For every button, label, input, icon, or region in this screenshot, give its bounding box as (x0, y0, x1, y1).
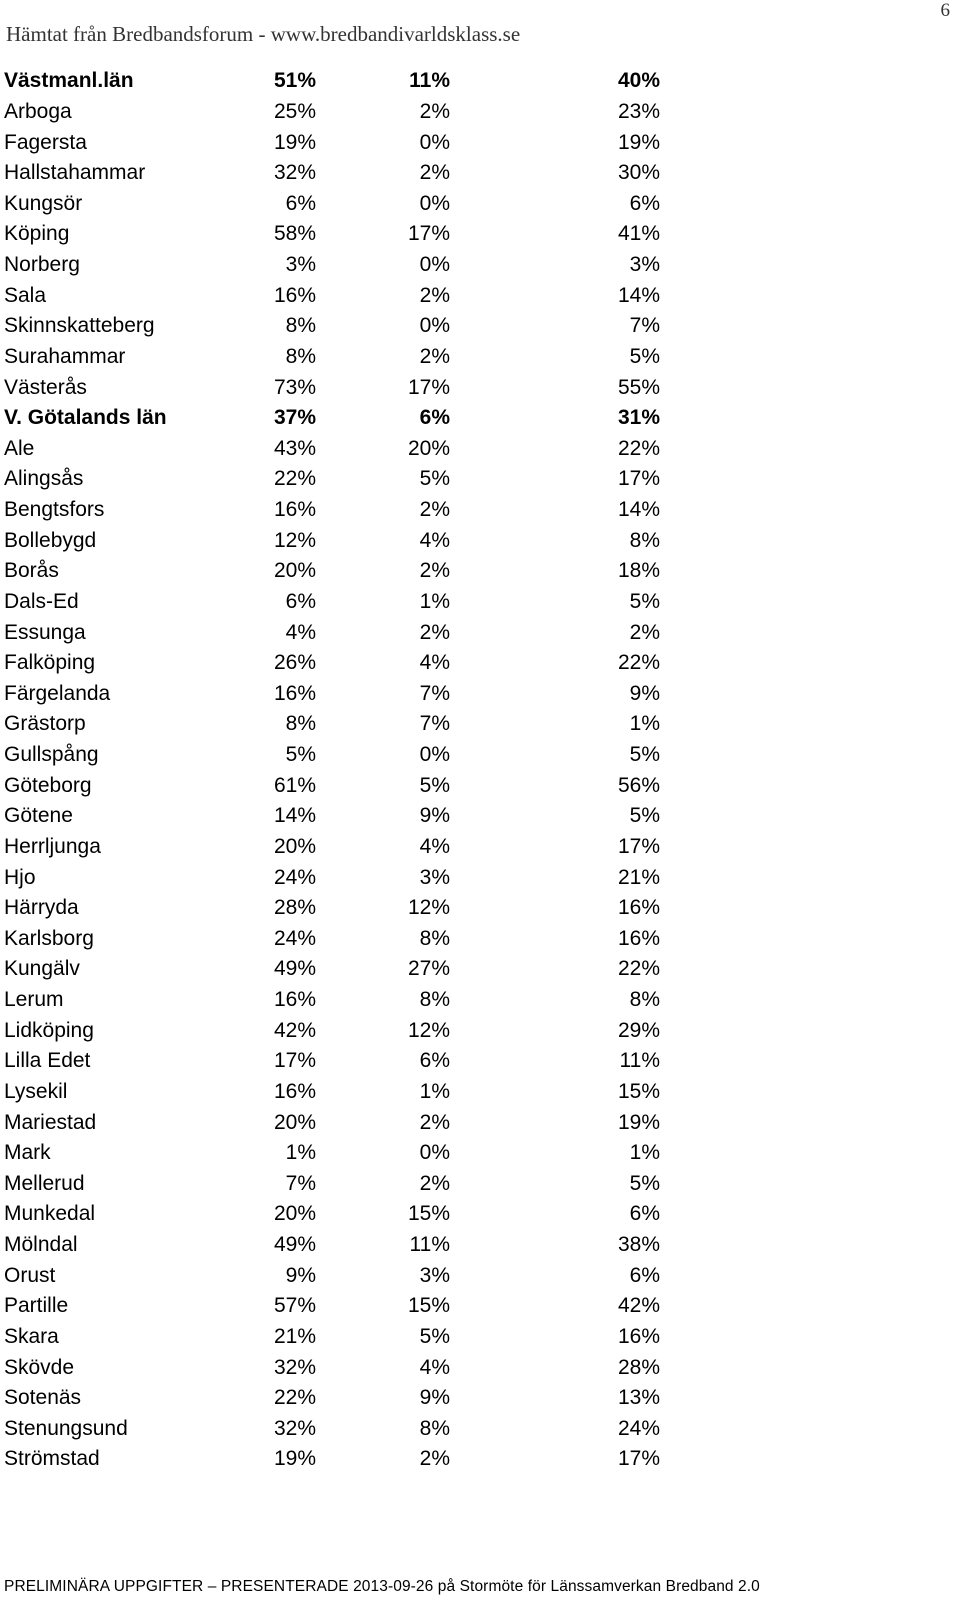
value-col-2: 2% (419, 161, 450, 185)
value-col-2: 4% (419, 528, 450, 552)
value-col-1: 16% (273, 1079, 316, 1103)
value-col-1: 12% (273, 528, 316, 552)
value-col-3: 55% (617, 375, 660, 399)
municipality-name: Herrljunga (4, 834, 101, 858)
municipality-name: Dals-Ed (4, 589, 79, 613)
table-row (4, 1077, 660, 1108)
table-row (4, 311, 660, 342)
municipality-name: Köping (4, 222, 70, 246)
municipality-name: Borås (4, 559, 59, 583)
table-row (4, 740, 660, 771)
municipality-name: Essunga (4, 620, 86, 644)
value-col-2: 5% (419, 773, 450, 797)
value-col-1: 16% (273, 681, 316, 705)
value-col-2: 17% (407, 222, 450, 246)
value-col-1: 22% (273, 467, 316, 491)
value-col-1: 20% (273, 559, 316, 583)
municipality-name: Surahammar (4, 344, 126, 368)
value-col-2: 6% (419, 1049, 450, 1073)
value-col-1: 51% (273, 69, 316, 93)
value-col-1: 4% (285, 620, 316, 644)
footer-note: PRELIMINÄRA UPPGIFTER – PRESENTERADE 2013-09-26 på Stormöte för Länssamverkan Bredband 2.0 (4, 1578, 760, 1595)
value-col-2: 9% (419, 804, 450, 828)
municipality-name: Arboga (4, 99, 72, 123)
value-col-2: 7% (419, 712, 450, 736)
table-row (4, 954, 660, 985)
value-col-2: 4% (419, 651, 450, 675)
municipality-name: Mölndal (4, 1233, 78, 1257)
table-row (4, 1260, 660, 1291)
table-row (4, 709, 660, 740)
value-col-3: 5% (629, 743, 660, 767)
value-col-1: 6% (285, 191, 316, 215)
value-col-1: 19% (273, 130, 316, 154)
municipality-name: Skinnskatteberg (4, 314, 155, 338)
value-col-3: 38% (617, 1233, 660, 1257)
table-row (4, 372, 660, 403)
value-col-2: 2% (419, 620, 450, 644)
value-col-1: 22% (273, 1386, 316, 1410)
value-col-3: 9% (629, 681, 660, 705)
value-col-1: 20% (273, 1202, 316, 1226)
table-row (4, 280, 660, 311)
municipality-name: Västerås (4, 375, 87, 399)
value-col-3: 17% (617, 1447, 660, 1471)
value-col-1: 9% (285, 1263, 316, 1287)
value-col-2: 5% (419, 467, 450, 491)
table-row (4, 1352, 660, 1383)
value-col-1: 25% (273, 99, 316, 123)
municipality-name: Mariestad (4, 1110, 97, 1134)
value-col-3: 17% (617, 467, 660, 491)
table-row (4, 250, 660, 281)
municipality-name: Sala (4, 283, 47, 307)
value-col-3: 5% (629, 804, 660, 828)
municipality-name: Västmanl.län (4, 69, 134, 93)
value-col-2: 17% (407, 375, 450, 399)
value-col-2: 8% (419, 1416, 450, 1440)
municipality-name: Bengtsfors (4, 498, 105, 522)
value-col-3: 1% (629, 712, 660, 736)
value-col-2: 1% (419, 1079, 450, 1103)
table-row (4, 1046, 660, 1077)
table-row (4, 1322, 660, 1353)
value-col-2: 0% (419, 130, 450, 154)
value-col-1: 24% (273, 926, 316, 950)
value-col-1: 57% (273, 1294, 316, 1318)
value-col-2: 2% (419, 283, 450, 307)
value-col-2: 8% (419, 988, 450, 1012)
value-col-2: 5% (419, 1324, 450, 1348)
value-col-3: 6% (629, 1263, 660, 1287)
value-col-3: 5% (629, 1171, 660, 1195)
value-col-2: 11% (409, 1233, 450, 1257)
municipality-name: Stenungsund (4, 1416, 128, 1440)
value-col-3: 24% (617, 1416, 660, 1440)
municipality-name: Härryda (4, 896, 79, 920)
value-col-2: 15% (407, 1202, 450, 1226)
value-col-2: 6% (419, 406, 450, 430)
municipality-name: Karlsborg (4, 926, 94, 950)
value-col-1: 32% (273, 1355, 316, 1379)
table-row (4, 219, 660, 250)
value-col-3: 8% (629, 528, 660, 552)
table-row (4, 1444, 660, 1475)
municipality-name: Munkedal (4, 1202, 96, 1226)
municipality-name: Strömstad (4, 1447, 100, 1471)
value-col-3: 15% (617, 1079, 660, 1103)
table-row (4, 1199, 660, 1230)
value-col-3: 22% (617, 436, 660, 460)
value-col-1: 16% (273, 283, 316, 307)
page-number: 6 (940, 0, 950, 21)
value-col-2: 2% (419, 99, 450, 123)
municipality-name: Mark (4, 1141, 51, 1165)
value-col-3: 17% (617, 834, 660, 858)
value-col-3: 21% (617, 865, 660, 889)
value-col-2: 12% (407, 896, 450, 920)
municipality-name: Götene (4, 804, 73, 828)
value-col-3: 1% (629, 1141, 660, 1165)
value-col-3: 19% (617, 130, 660, 154)
table-row (4, 924, 660, 955)
value-col-1: 20% (273, 1110, 316, 1134)
value-col-2: 2% (419, 1110, 450, 1134)
table-row (4, 1169, 660, 1200)
table-row (4, 985, 660, 1016)
value-col-3: 14% (617, 283, 660, 307)
table-row (4, 801, 660, 832)
municipality-name: Sotenäs (4, 1386, 82, 1410)
value-col-3: 6% (629, 1202, 660, 1226)
municipality-name: Mellerud (4, 1171, 85, 1195)
value-col-1: 58% (273, 222, 316, 246)
municipality-name: Skövde (4, 1355, 75, 1379)
table-row (4, 434, 660, 465)
value-col-1: 8% (285, 344, 316, 368)
municipality-name: Lysekil (4, 1079, 68, 1103)
value-col-3: 31% (617, 406, 660, 430)
municipality-name: Hjo (4, 865, 36, 889)
table-row (4, 679, 660, 710)
value-col-2: 12% (407, 1018, 450, 1042)
municipality-name: Lerum (4, 988, 64, 1012)
municipality-name: Gullspång (4, 743, 99, 767)
municipality-name: Lilla Edet (4, 1049, 91, 1073)
value-col-1: 32% (273, 1416, 316, 1440)
value-col-2: 7% (419, 681, 450, 705)
table-body (4, 66, 660, 1475)
value-col-2: 0% (419, 314, 450, 338)
table-row (4, 770, 660, 801)
municipality-name: Bollebygd (4, 528, 97, 552)
table-row (4, 1414, 660, 1445)
value-col-1: 16% (273, 498, 316, 522)
value-col-2: 1% (419, 589, 450, 613)
value-col-1: 24% (273, 865, 316, 889)
value-col-1: 26% (273, 651, 316, 675)
table-row (4, 862, 660, 893)
value-col-2: 2% (419, 344, 450, 368)
value-col-1: 32% (273, 161, 316, 185)
value-col-3: 16% (617, 1324, 660, 1348)
value-col-3: 6% (629, 191, 660, 215)
value-col-1: 42% (273, 1018, 316, 1042)
value-col-1: 17% (273, 1049, 316, 1073)
municipality-name: Partille (4, 1294, 69, 1318)
municipality-name: Orust (4, 1263, 56, 1287)
value-col-3: 22% (617, 651, 660, 675)
value-col-1: 8% (285, 712, 316, 736)
table-row (4, 617, 660, 648)
table-row (4, 1383, 660, 1414)
value-col-3: 42% (617, 1294, 660, 1318)
table-row (4, 587, 660, 618)
municipality-name: Färgelanda (4, 681, 111, 705)
value-col-3: 19% (617, 1110, 660, 1134)
table-row (4, 158, 660, 189)
municipality-name: Lidköping (4, 1018, 94, 1042)
value-col-2: 2% (419, 1171, 450, 1195)
table-row (4, 648, 660, 679)
value-col-2: 0% (419, 253, 450, 277)
value-col-1: 28% (273, 896, 316, 920)
value-col-2: 3% (419, 1263, 450, 1287)
value-col-2: 0% (419, 191, 450, 215)
value-col-2: 2% (419, 559, 450, 583)
value-col-3: 41% (617, 222, 660, 246)
value-col-3: 30% (617, 161, 660, 185)
table-row (4, 1015, 660, 1046)
municipality-name: Kungsör (4, 191, 83, 215)
value-col-1: 49% (273, 957, 316, 981)
municipality-name: Fagersta (4, 130, 87, 154)
value-col-3: 18% (617, 559, 660, 583)
value-col-2: 8% (419, 926, 450, 950)
table-row (4, 189, 660, 220)
value-col-1: 37% (273, 406, 316, 430)
value-col-1: 20% (273, 834, 316, 858)
table-row (4, 893, 660, 924)
municipality-name: Kungälv (4, 957, 80, 981)
value-col-3: 28% (617, 1355, 660, 1379)
value-col-1: 8% (285, 314, 316, 338)
value-col-1: 61% (273, 773, 316, 797)
value-col-2: 4% (419, 1355, 450, 1379)
municipality-name: Göteborg (4, 773, 92, 797)
value-col-1: 43% (273, 436, 316, 460)
value-col-3: 11% (619, 1049, 660, 1073)
value-col-2: 27% (407, 957, 450, 981)
value-col-3: 16% (617, 926, 660, 950)
table-row (4, 556, 660, 587)
value-col-2: 2% (419, 498, 450, 522)
value-col-2: 9% (419, 1386, 450, 1410)
value-col-3: 16% (617, 896, 660, 920)
value-col-2: 15% (407, 1294, 450, 1318)
value-col-1: 16% (273, 988, 316, 1012)
value-col-2: 2% (419, 1447, 450, 1471)
value-col-3: 5% (629, 344, 660, 368)
value-col-2: 11% (409, 69, 450, 93)
table-row (4, 127, 660, 158)
value-col-3: 40% (617, 69, 660, 93)
table-row (4, 342, 660, 373)
value-col-3: 2% (629, 620, 660, 644)
table-row (4, 495, 660, 526)
value-col-1: 5% (285, 743, 316, 767)
table-row (4, 464, 660, 495)
value-col-1: 49% (273, 1233, 316, 1257)
municipality-table (4, 66, 660, 1475)
municipality-name: Grästorp (4, 712, 86, 736)
municipality-name: Hallstahammar (4, 161, 146, 185)
value-col-1: 73% (273, 375, 316, 399)
municipality-name: Norberg (4, 253, 80, 277)
value-col-2: 20% (407, 436, 450, 460)
table-row (4, 1230, 660, 1261)
value-col-2: 0% (419, 743, 450, 767)
municipality-name: Alingsås (4, 467, 84, 491)
table-row (4, 525, 660, 556)
value-col-1: 6% (285, 589, 316, 613)
table-row (4, 97, 660, 128)
municipality-name: Skara (4, 1324, 59, 1348)
table-row (4, 1107, 660, 1138)
municipality-name: V. Götalands län (4, 406, 167, 430)
value-col-3: 13% (617, 1386, 660, 1410)
value-col-3: 14% (617, 498, 660, 522)
value-col-3: 5% (629, 589, 660, 613)
value-col-3: 22% (617, 957, 660, 981)
value-col-3: 29% (617, 1018, 660, 1042)
header-source-text: Hämtat från Bredbandsforum - www.bredbandivarldsklass.se (6, 22, 521, 46)
value-col-1: 21% (273, 1324, 316, 1348)
value-col-3: 56% (617, 773, 660, 797)
value-col-3: 7% (629, 314, 660, 338)
value-col-1: 3% (285, 253, 316, 277)
value-col-3: 23% (617, 99, 660, 123)
table-row (4, 832, 660, 863)
value-col-1: 19% (273, 1447, 316, 1471)
value-col-2: 3% (419, 865, 450, 889)
table-row (4, 1291, 660, 1322)
value-col-3: 3% (629, 253, 660, 277)
municipality-name: Falköping (4, 651, 96, 675)
value-col-1: 14% (273, 804, 316, 828)
table-row (4, 1138, 660, 1169)
county-row (4, 66, 660, 97)
value-col-1: 1% (285, 1141, 316, 1165)
value-col-2: 4% (419, 834, 450, 858)
value-col-2: 0% (419, 1141, 450, 1165)
value-col-1: 7% (285, 1171, 316, 1195)
municipality-name: Ale (4, 436, 35, 460)
county-row (4, 403, 660, 434)
value-col-3: 8% (629, 988, 660, 1012)
